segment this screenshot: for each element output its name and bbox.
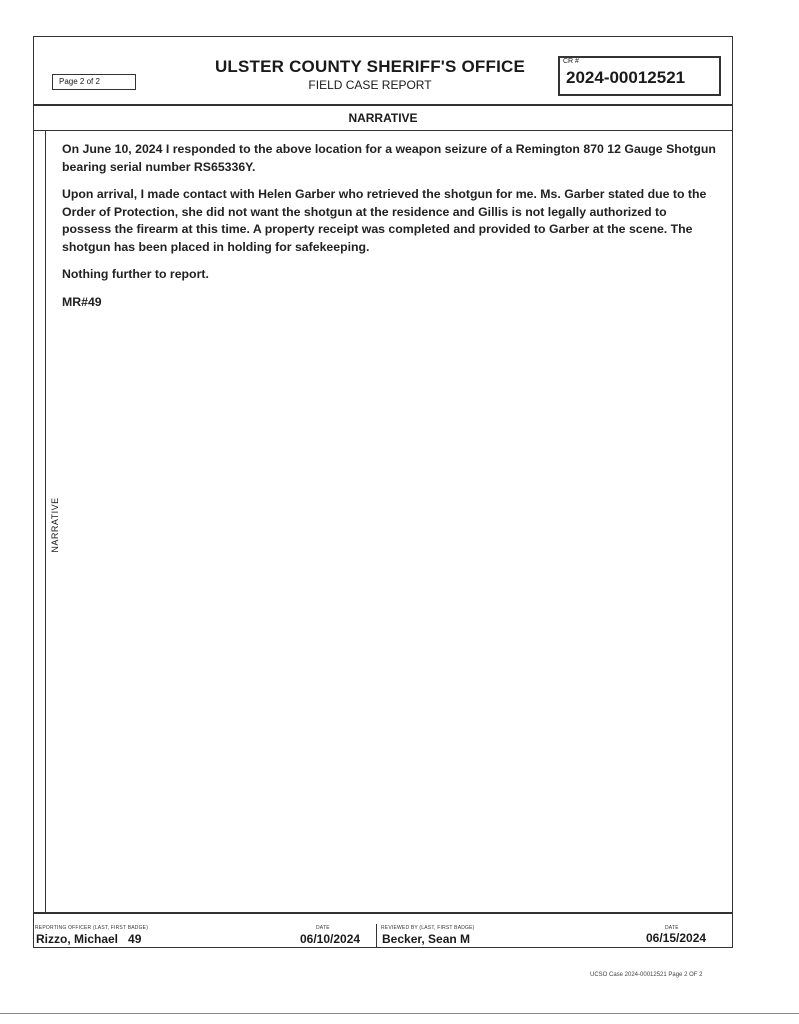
- reporting-officer: Rizzo, Michael 49: [36, 932, 142, 946]
- case-number-label: CR #: [563, 58, 579, 65]
- report-date: 06/10/2024: [300, 932, 361, 946]
- narrative-header-divider: [33, 130, 733, 131]
- page-stamp: UCSO Case 2024-00012521 Page 2 OF 2: [590, 972, 703, 978]
- narrative-paragraph: MR#49: [62, 294, 102, 309]
- narrative-section-title: NARRATIVE: [348, 111, 418, 125]
- reporting-officer-label: REPORTING OFFICER (LAST, FIRST BADGE): [35, 925, 149, 931]
- reviewed-by: Becker, Sean M: [382, 932, 471, 946]
- agency-title: ULSTER COUNTY SHERIFF'S OFFICE: [214, 57, 526, 76]
- narrative-paragraph: Nothing further to report.: [62, 267, 209, 281]
- reviewed-by-label: REVIEWED BY (LAST, FIRST BADGE): [381, 925, 475, 931]
- review-date: 06/15/2024: [646, 931, 707, 945]
- narrative-paragraph: Upon arrival, I made contact with Helen Garber who retrieved the shotgun for me. Ms. Garber stated due to the Order of Protection, she did not want the shotgun at the residence and Gillis is not legally authorized to possess the firearm at this time. A property receipt was completed and provided to Garber at the scene. The shotgun has been placed in holding for safekeeping.: [62, 187, 707, 254]
- narrative-side-label: NARRATIVE: [50, 497, 60, 553]
- side-column-divider: [45, 130, 46, 912]
- header-divider: [33, 104, 733, 106]
- case-number-box: [558, 56, 721, 96]
- report-type: FIELD CASE REPORT: [308, 78, 432, 92]
- report-date-label: DATE: [316, 925, 330, 931]
- footer-divider: [33, 912, 733, 914]
- review-date-label: DATE: [665, 925, 679, 931]
- case-number: 2024-00012521: [566, 68, 686, 87]
- footer-mid-divider: [376, 924, 377, 948]
- bottom-rule: [0, 1013, 799, 1014]
- narrative-paragraph: On June 10, 2024 I responded to the above location for a weapon seizure of a Remington 870 12 Gauge Shotgun bearing serial number RS65336Y.: [62, 142, 716, 174]
- page-indicator: Page 2 of 2: [52, 74, 136, 90]
- narrative-body: [62, 141, 718, 321]
